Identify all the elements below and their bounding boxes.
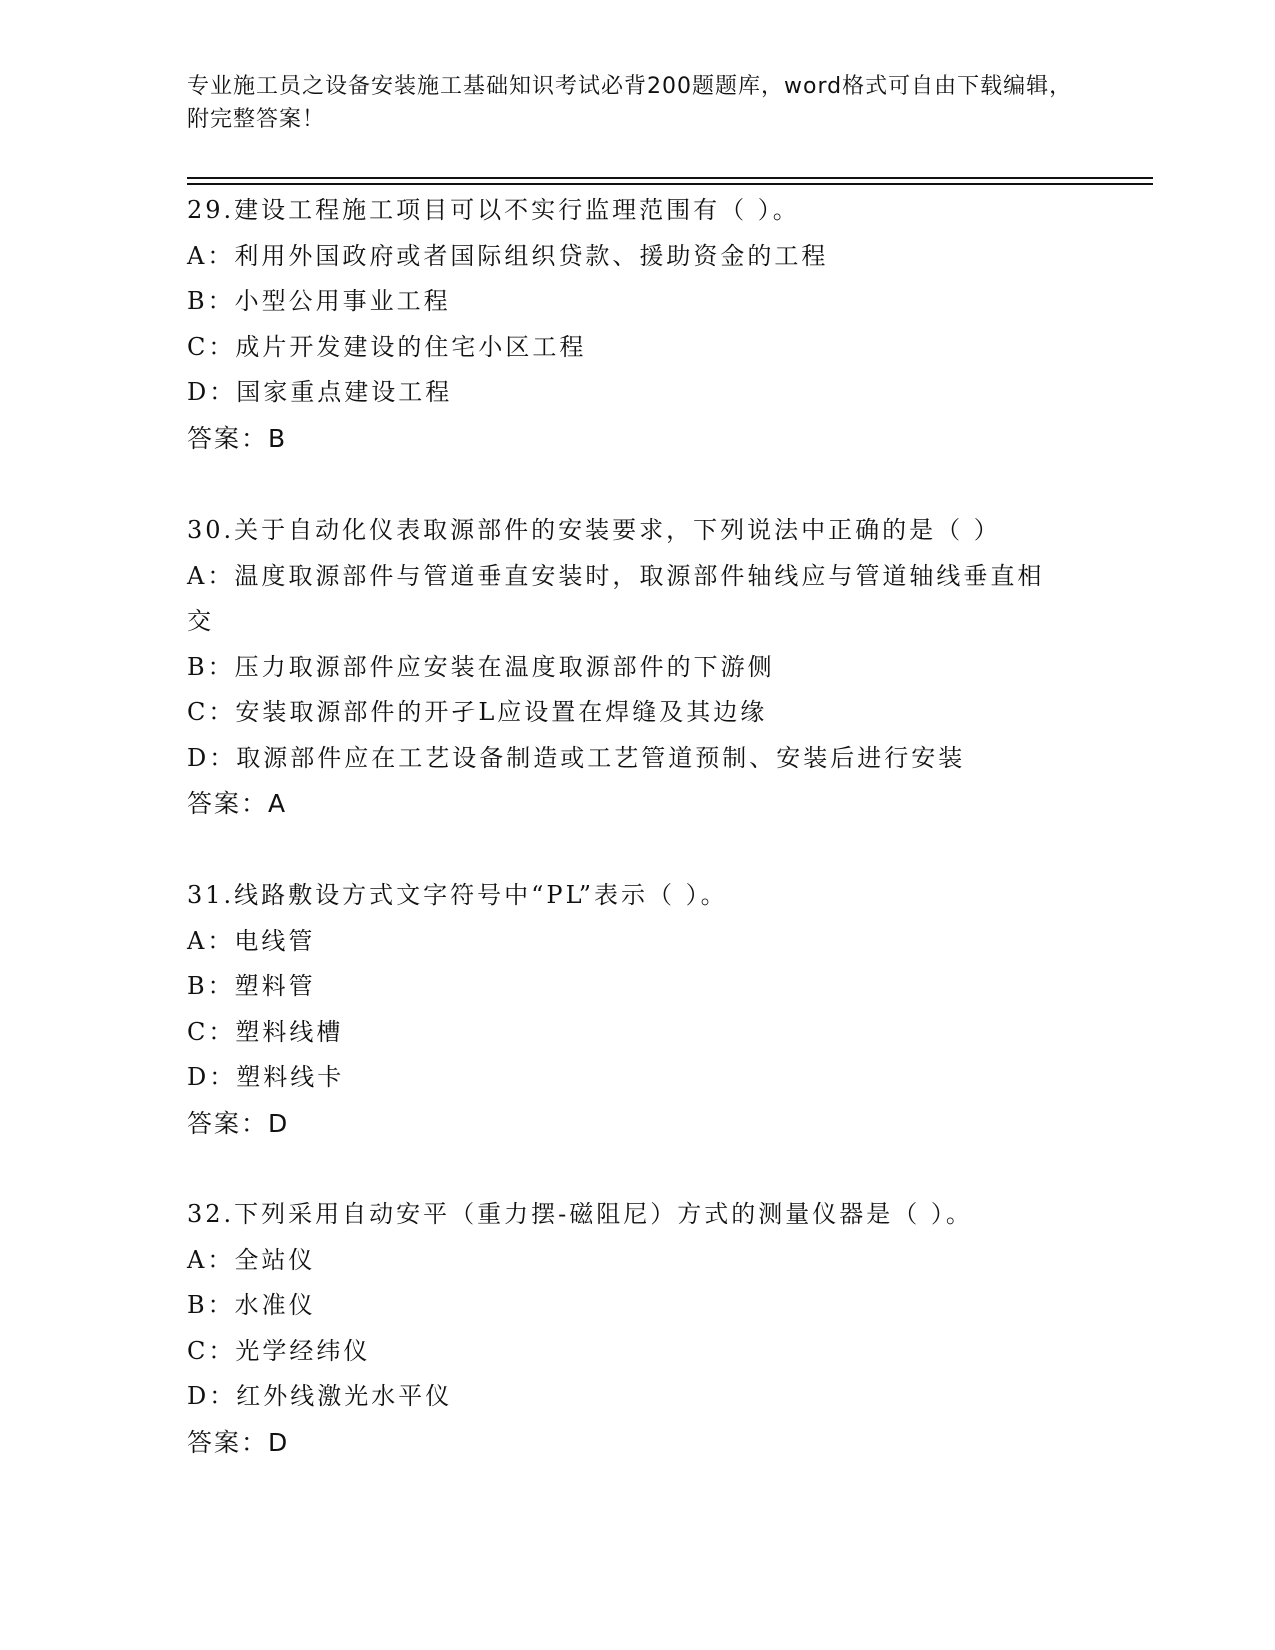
answer-line: 答案：D bbox=[187, 1108, 290, 1138]
question-stem: 31.线路敷设方式文字符号中“PL”表示（ ）。 bbox=[187, 881, 728, 909]
answer-line: 答案：D bbox=[187, 1427, 290, 1457]
option-d: D：红外线激光水平仪 bbox=[187, 1382, 453, 1410]
option-a: A：利用外国政府或者国际组织贷款、援助资金的工程 bbox=[187, 241, 829, 270]
header-divider-bottom bbox=[187, 183, 1153, 185]
document-header bbox=[187, 70, 1087, 136]
option-a: A：温度取源部件与管道垂直安装时，取源部件轴线应与管道轴线垂直相交 bbox=[187, 561, 1045, 635]
question-stem: 29.建设工程施工项目可以不实行监理范围有（ ）。 bbox=[187, 196, 800, 224]
question-31 bbox=[187, 873, 1087, 1147]
question-29 bbox=[187, 188, 1087, 462]
question-stem: 32.下列采用自动安平（重力摆-磁阻尼）方式的测量仪器是（ ）。 bbox=[187, 1200, 973, 1228]
option-b: B：压力取源部件应安装在温度取源部件的下游侧 bbox=[187, 652, 775, 681]
answer-line: 答案：B bbox=[187, 423, 288, 453]
option-d: D：取源部件应在工艺设备制造或工艺管道预制、安装后进行安装 bbox=[187, 743, 966, 772]
option-c: C：塑料线槽 bbox=[187, 1017, 344, 1046]
option-c: C：成片开发建设的住宅小区工程 bbox=[187, 332, 587, 361]
header-title: 专业施工员之设备安装施工基础知识考试必背200题题库，word格式可自由下载编辑，附完整答案！ bbox=[187, 74, 1073, 132]
question-32 bbox=[187, 1192, 1087, 1466]
option-b: B：小型公用事业工程 bbox=[187, 287, 451, 315]
option-d: D：国家重点建设工程 bbox=[187, 378, 453, 406]
question-stem: 30.关于自动化仪表取源部件的安装要求，下列说法中正确的是（ ） bbox=[187, 516, 1001, 544]
option-a: A：电线管 bbox=[187, 926, 316, 955]
option-a: A：全站仪 bbox=[187, 1245, 316, 1274]
option-b: B：水准仪 bbox=[187, 1291, 316, 1319]
question-30 bbox=[187, 508, 1087, 827]
answer-line: 答案：A bbox=[187, 789, 288, 818]
option-c: C：光学经纬仪 bbox=[187, 1336, 371, 1365]
option-b: B：塑料管 bbox=[187, 972, 316, 1000]
option-d: D：塑料线卡 bbox=[187, 1063, 345, 1091]
header-divider-top bbox=[187, 177, 1153, 179]
option-c: C：安装取源部件的开孑L应设置在焊缝及其边缘 bbox=[187, 698, 768, 726]
